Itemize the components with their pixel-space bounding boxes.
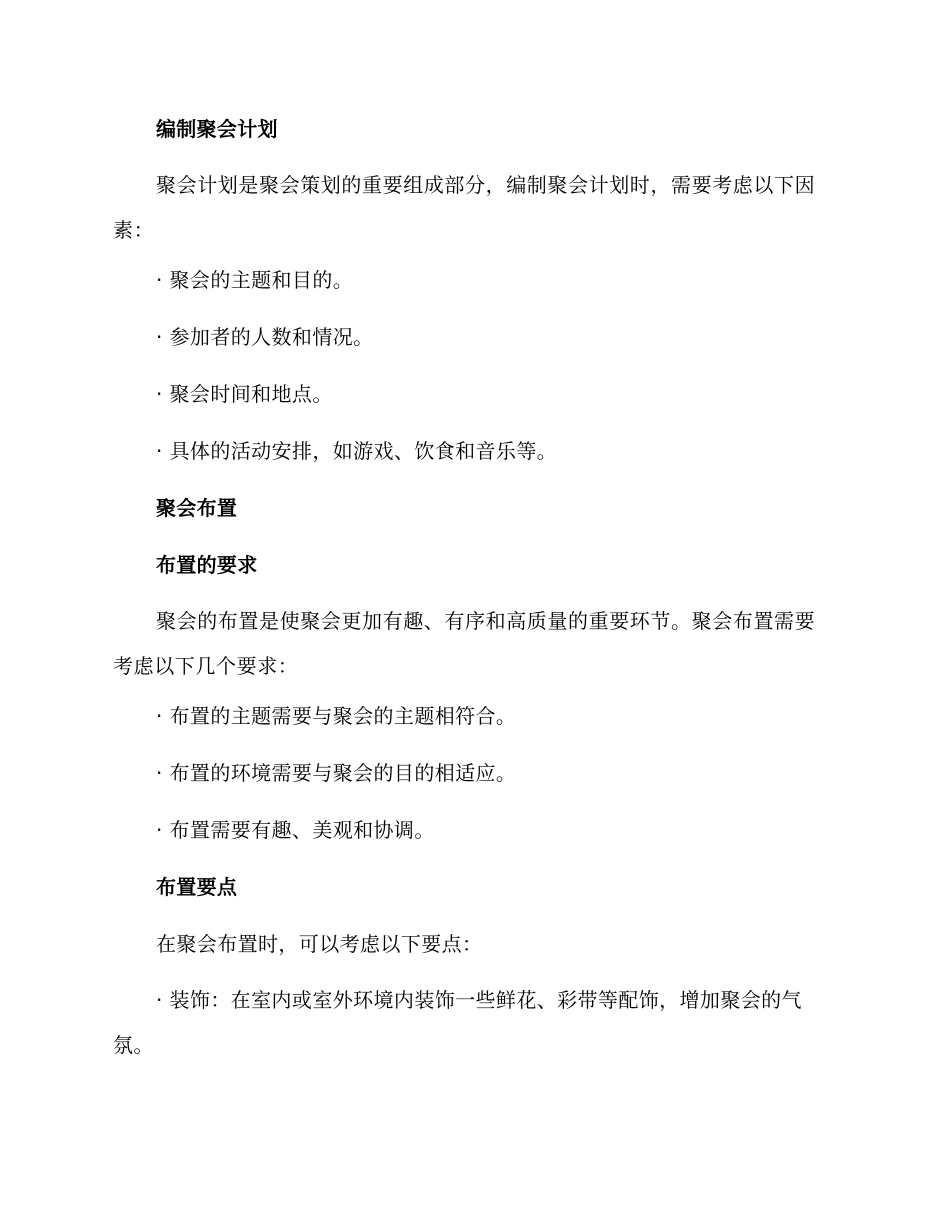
paragraph: 聚会的布置是使聚会更加有趣、有序和高质量的重要环节。聚会布置需要考虑以下几个要求： [113, 609, 816, 678]
bullet-item: · 布置的环境需要与聚会的目的相适应。 [156, 761, 517, 785]
bullet-item: · 聚会时间和地点。 [156, 382, 333, 406]
bullet-item: · 布置需要有趣、美观和协调。 [156, 818, 435, 842]
bullet-item: · 装饰：在室内或室外环境内装饰一些鲜花、彩带等配饰，增加聚会的气氛。 [113, 988, 802, 1057]
section-heading: 聚会布置 [156, 496, 238, 520]
subsection-heading: 布置要点 [156, 875, 238, 899]
section-heading: 编制聚会计划 [156, 117, 278, 141]
bullet-item: · 布置的主题需要与聚会的主题相符合。 [156, 704, 517, 728]
subsection-heading: 布置的要求 [156, 553, 258, 577]
bullet-item: · 聚会的主题和目的。 [156, 268, 354, 292]
bullet-item: · 参加者的人数和情况。 [156, 325, 374, 349]
paragraph: 聚会计划是聚会策划的重要组成部分，编制聚会计划时，需要考虑以下因素： [113, 173, 816, 242]
bullet-item: · 具体的活动安排，如游戏、饮食和音乐等。 [156, 439, 558, 463]
document-body [113, 112, 833, 1091]
paragraph: 在聚会布置时，可以考虑以下要点： [156, 932, 483, 956]
